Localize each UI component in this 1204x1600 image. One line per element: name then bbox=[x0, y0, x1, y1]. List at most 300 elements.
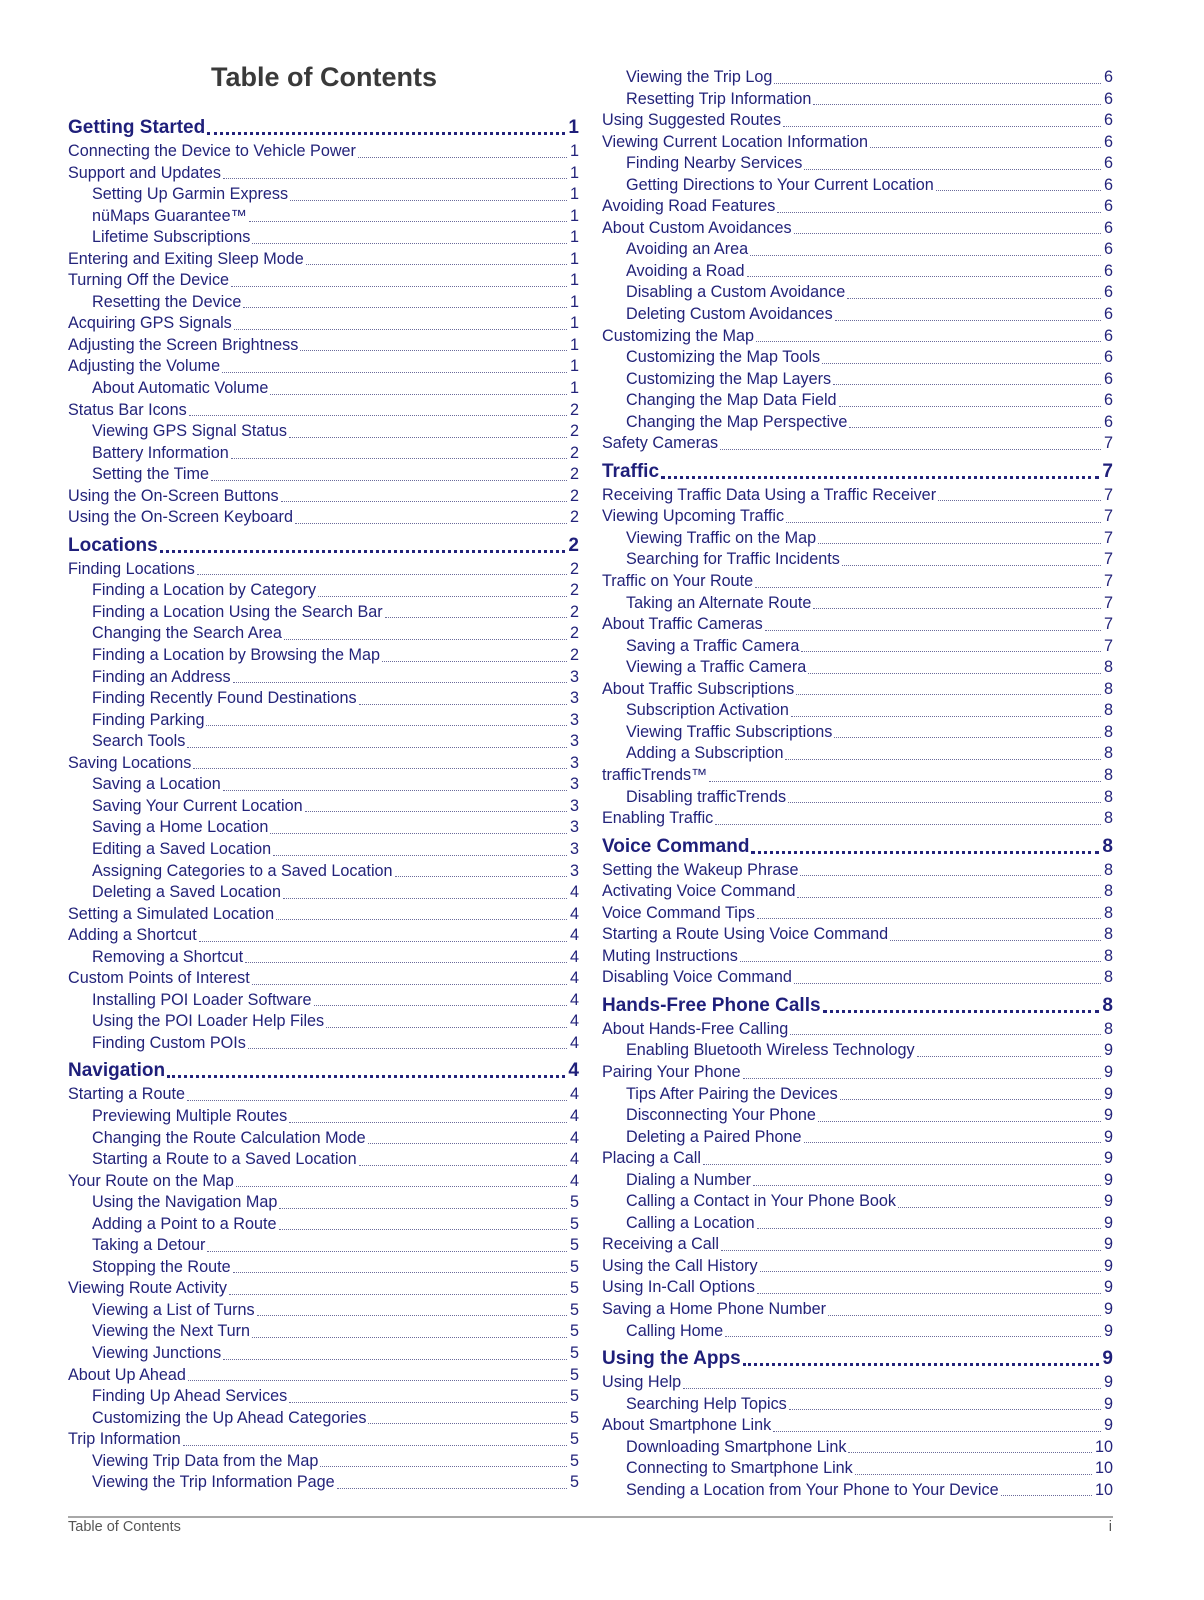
toc-entry-page-number: 9 bbox=[1103, 1127, 1113, 1146]
toc-subsection-link[interactable] bbox=[602, 1191, 1113, 1213]
toc-section-link[interactable] bbox=[602, 1256, 1113, 1278]
toc-section-link[interactable] bbox=[602, 679, 1113, 701]
toc-entry-title: Changing the Route Calculation Mode bbox=[92, 1128, 366, 1147]
toc-subsection-link[interactable] bbox=[602, 67, 1113, 89]
toc-section-link[interactable] bbox=[602, 1415, 1113, 1437]
toc-section-link[interactable] bbox=[602, 1234, 1113, 1256]
toc-section-link[interactable] bbox=[68, 356, 579, 378]
toc-entry-title: Disconnecting Your Phone bbox=[626, 1106, 816, 1125]
toc-entry-title: Finding Custom POIs bbox=[92, 1033, 246, 1052]
toc-entry-page-number: 5 bbox=[569, 1365, 579, 1384]
toc-subsection-link[interactable] bbox=[68, 184, 579, 206]
toc-subsection-link[interactable] bbox=[68, 1386, 579, 1408]
dot-leader bbox=[160, 550, 566, 553]
dot-leader bbox=[747, 276, 1101, 277]
toc-subsection-link[interactable] bbox=[602, 261, 1113, 283]
toc-subsection-link[interactable] bbox=[602, 1458, 1113, 1480]
dot-leader bbox=[231, 458, 567, 459]
dot-leader bbox=[789, 1409, 1101, 1410]
dot-leader bbox=[839, 406, 1101, 407]
dot-leader bbox=[760, 1271, 1101, 1272]
toc-section-link[interactable] bbox=[602, 808, 1113, 830]
toc-subsection-link[interactable] bbox=[602, 1213, 1113, 1235]
toc-entry-title: Viewing Junctions bbox=[92, 1343, 222, 1362]
toc-section-link[interactable] bbox=[602, 967, 1113, 989]
toc-section-link[interactable] bbox=[68, 1278, 579, 1300]
toc-entry-title: About Up Ahead bbox=[68, 1365, 186, 1384]
toc-entry-title: Viewing GPS Signal Status bbox=[92, 422, 287, 441]
toc-section-link[interactable] bbox=[602, 1372, 1113, 1394]
toc-entry-page-number: 1 bbox=[569, 379, 579, 398]
toc-subsection-link[interactable] bbox=[68, 1235, 579, 1257]
toc-entry-page-number: 9 bbox=[1103, 1278, 1113, 1297]
toc-subsection-link[interactable] bbox=[602, 657, 1113, 679]
toc-section-link[interactable] bbox=[68, 904, 579, 926]
toc-entry-page-number: 9 bbox=[1103, 1321, 1113, 1340]
toc-section-link[interactable] bbox=[68, 507, 579, 529]
toc-subsection-link[interactable] bbox=[602, 593, 1113, 615]
toc-entry-title: Finding Locations bbox=[68, 559, 195, 578]
toc-entry-title: Adjusting the Screen Brightness bbox=[68, 335, 299, 354]
dot-leader bbox=[276, 919, 567, 920]
toc-subsection-link[interactable] bbox=[68, 645, 579, 667]
toc-entry-page-number: 4 bbox=[569, 1106, 579, 1125]
toc-entry-page-number: 8 bbox=[1103, 679, 1113, 698]
toc-entry-title: Viewing the Trip Information Page bbox=[92, 1473, 335, 1492]
toc-section-link[interactable] bbox=[602, 485, 1113, 507]
toc-entry-page-number: 1 bbox=[569, 249, 579, 268]
toc-entry-title: Sending a Location from Your Phone to Your Device bbox=[626, 1480, 999, 1499]
toc-section-link[interactable] bbox=[602, 132, 1113, 154]
toc-entry-title: Lifetime Subscriptions bbox=[92, 228, 251, 247]
toc-entry-page-number: 6 bbox=[1103, 111, 1113, 130]
toc-entry-title: Battery Information bbox=[92, 443, 229, 462]
toc-subsection-link[interactable] bbox=[602, 787, 1113, 809]
toc-subsection-link[interactable] bbox=[68, 443, 579, 465]
dot-leader bbox=[1001, 1495, 1092, 1496]
toc-section-link[interactable] bbox=[68, 163, 579, 185]
toc-entry-page-number: 2 bbox=[569, 400, 579, 419]
toc-subsection-link[interactable] bbox=[602, 153, 1113, 175]
dot-leader bbox=[813, 608, 1101, 609]
toc-entry-title: Activating Voice Command bbox=[602, 882, 796, 901]
toc-section-link[interactable] bbox=[602, 506, 1113, 528]
dot-leader bbox=[777, 212, 1101, 213]
toc-subsection-link[interactable] bbox=[602, 239, 1113, 261]
toc-subsection-link[interactable] bbox=[68, 947, 579, 969]
toc-entry-title: Adding a Subscription bbox=[626, 744, 784, 763]
toc-chapter-link[interactable] bbox=[602, 459, 1113, 485]
toc-subsection-link[interactable] bbox=[602, 412, 1113, 434]
dot-leader bbox=[279, 1208, 567, 1209]
toc-entry-page-number: 3 bbox=[569, 689, 579, 708]
toc-entry-page-number: 6 bbox=[1103, 261, 1113, 280]
toc-section-link[interactable] bbox=[602, 218, 1113, 240]
toc-entry-title: Entering and Exiting Sleep Mode bbox=[68, 249, 304, 268]
toc-subsection-link[interactable] bbox=[68, 796, 579, 818]
toc-section-link[interactable] bbox=[68, 313, 579, 335]
toc-subsection-link[interactable] bbox=[68, 1408, 579, 1430]
toc-entry-page-number: 9 bbox=[1103, 1416, 1113, 1435]
toc-entry-page-number: 5 bbox=[569, 1473, 579, 1492]
toc-entry-page-number: 1 bbox=[568, 117, 579, 138]
toc-section-link[interactable] bbox=[602, 860, 1113, 882]
toc-section-link[interactable] bbox=[602, 110, 1113, 132]
dot-leader bbox=[270, 833, 567, 834]
toc-entry-title: Viewing Current Location Information bbox=[602, 132, 869, 151]
dot-leader bbox=[847, 298, 1101, 299]
toc-entry-page-number: 5 bbox=[569, 1236, 579, 1255]
toc-entry-page-number: 5 bbox=[569, 1193, 579, 1212]
dot-leader bbox=[804, 1142, 1101, 1143]
dot-leader bbox=[725, 1336, 1101, 1337]
toc-entry-page-number: 1 bbox=[569, 271, 579, 290]
toc-section-link[interactable] bbox=[68, 249, 579, 271]
toc-section-link[interactable] bbox=[68, 968, 579, 990]
toc-entry-page-number: 7 bbox=[1103, 636, 1113, 655]
toc-entry-page-number: 6 bbox=[1103, 89, 1113, 108]
toc-entry-page-number: 2 bbox=[569, 646, 579, 665]
toc-entry-title: Tips After Pairing the Devices bbox=[626, 1084, 838, 1103]
toc-subsection-link[interactable] bbox=[602, 722, 1113, 744]
toc-section-link[interactable] bbox=[602, 946, 1113, 968]
toc-subsection-link[interactable] bbox=[602, 1127, 1113, 1149]
toc-entry-page-number: 2 bbox=[569, 581, 579, 600]
toc-subsection-link[interactable] bbox=[602, 1394, 1113, 1416]
dot-leader bbox=[252, 984, 567, 985]
toc-subsection-link[interactable] bbox=[68, 1472, 579, 1494]
toc-subsection-link[interactable] bbox=[602, 1321, 1113, 1343]
toc-subsection-link[interactable] bbox=[602, 549, 1113, 571]
dot-leader bbox=[755, 587, 1101, 588]
toc-section-link[interactable] bbox=[602, 571, 1113, 593]
toc-entry-title: Starting a Route bbox=[68, 1085, 185, 1104]
toc-entry-title: Pairing Your Phone bbox=[602, 1062, 741, 1081]
toc-entry-title: Avoiding Road Features bbox=[602, 197, 776, 216]
toc-subsection-link[interactable] bbox=[68, 710, 579, 732]
dot-leader bbox=[318, 596, 567, 597]
toc-entry-page-number: 4 bbox=[569, 904, 579, 923]
toc-subsection-link[interactable] bbox=[68, 464, 579, 486]
toc-subsection-link[interactable] bbox=[68, 688, 579, 710]
toc-subsection-link[interactable] bbox=[68, 1214, 579, 1236]
toc-subsection-link[interactable] bbox=[602, 636, 1113, 658]
toc-section-link[interactable] bbox=[602, 765, 1113, 787]
toc-chapter-link[interactable] bbox=[602, 1346, 1113, 1372]
toc-entry-title: Status Bar Icons bbox=[68, 400, 187, 419]
dot-leader bbox=[245, 962, 567, 963]
toc-chapter-link[interactable] bbox=[68, 115, 579, 141]
toc-section-link[interactable] bbox=[68, 1429, 579, 1451]
toc-section-link[interactable] bbox=[602, 1062, 1113, 1084]
dot-leader bbox=[295, 523, 567, 524]
toc-subsection-link[interactable] bbox=[68, 1106, 579, 1128]
toc-entry-title: Viewing a Traffic Camera bbox=[626, 658, 807, 677]
toc-entry-page-number: 7 bbox=[1103, 507, 1113, 526]
toc-entry-title: About Traffic Subscriptions bbox=[602, 679, 795, 698]
toc-subsection-link[interactable] bbox=[68, 623, 579, 645]
toc-section-link[interactable] bbox=[68, 400, 579, 422]
dot-leader bbox=[709, 781, 1101, 782]
toc-subsection-link[interactable] bbox=[602, 282, 1113, 304]
toc-entry-page-number: 4 bbox=[569, 1012, 579, 1031]
dot-leader bbox=[257, 1315, 567, 1316]
dot-leader bbox=[187, 747, 567, 748]
toc-entry-page-number: 7 bbox=[1103, 572, 1113, 591]
toc-section-link[interactable] bbox=[68, 925, 579, 947]
toc-entry-page-number: 3 bbox=[569, 732, 579, 751]
dot-leader bbox=[753, 1185, 1101, 1186]
toc-section-link[interactable] bbox=[602, 1019, 1113, 1041]
toc-entry-page-number: 4 bbox=[569, 1150, 579, 1169]
toc-entry-title: Receiving Traffic Data Using a Traffic Receiver bbox=[602, 485, 937, 504]
toc-subsection-link[interactable] bbox=[602, 347, 1113, 369]
dot-leader bbox=[898, 1207, 1101, 1208]
dot-leader bbox=[936, 190, 1101, 191]
toc-subsection-link[interactable] bbox=[602, 390, 1113, 412]
dot-leader bbox=[756, 341, 1101, 342]
dot-leader bbox=[797, 897, 1101, 898]
toc-entry-page-number: 6 bbox=[1103, 326, 1113, 345]
dot-leader bbox=[252, 1337, 567, 1338]
toc-entry-page-number: 3 bbox=[569, 818, 579, 837]
dot-leader bbox=[243, 307, 567, 308]
toc-subsection-link[interactable] bbox=[602, 1437, 1113, 1459]
toc-entry-title: Using In-Call Options bbox=[602, 1278, 755, 1297]
toc-entry-title: Changing the Map Perspective bbox=[626, 412, 848, 431]
toc-entry-page-number: 9 bbox=[1103, 1373, 1113, 1392]
toc-subsection-link[interactable] bbox=[602, 1105, 1113, 1127]
toc-entry-title: Support and Updates bbox=[68, 163, 221, 182]
toc-section-link[interactable] bbox=[602, 614, 1113, 636]
toc-section-link[interactable] bbox=[602, 433, 1113, 455]
toc-entry-page-number: 4 bbox=[569, 1085, 579, 1104]
dot-leader bbox=[382, 661, 567, 662]
toc-entry-title: Receiving a Call bbox=[602, 1235, 719, 1254]
toc-entry-page-number: 5 bbox=[569, 1214, 579, 1233]
toc-entry-page-number: 6 bbox=[1103, 283, 1113, 302]
toc-subsection-link[interactable] bbox=[68, 882, 579, 904]
toc-entry-page-number: 10 bbox=[1094, 1480, 1113, 1499]
toc-section-link[interactable] bbox=[602, 924, 1113, 946]
dot-leader bbox=[791, 716, 1101, 717]
toc-subsection-link[interactable] bbox=[68, 861, 579, 883]
toc-subsection-link[interactable] bbox=[68, 774, 579, 796]
dot-leader bbox=[773, 1431, 1101, 1432]
toc-section-link[interactable] bbox=[68, 753, 579, 775]
toc-subsection-link[interactable] bbox=[68, 1128, 579, 1150]
dot-leader bbox=[833, 384, 1101, 385]
toc-entry-page-number: 7 bbox=[1103, 528, 1113, 547]
dot-leader bbox=[794, 983, 1101, 984]
dot-leader bbox=[359, 704, 567, 705]
toc-entry-title: Muting Instructions bbox=[602, 946, 738, 965]
dot-leader bbox=[306, 264, 567, 265]
toc-entry-title: Finding an Address bbox=[92, 667, 231, 686]
toc-subsection-link[interactable] bbox=[602, 528, 1113, 550]
toc-section-link[interactable] bbox=[602, 1277, 1113, 1299]
toc-entry-title: Customizing the Up Ahead Categories bbox=[92, 1408, 367, 1427]
toc-subsection-link[interactable] bbox=[602, 700, 1113, 722]
toc-section-link[interactable] bbox=[68, 1171, 579, 1193]
toc-entry-title: Traffic on Your Route bbox=[602, 572, 754, 591]
toc-entry-title: Using Suggested Routes bbox=[602, 111, 782, 130]
toc-entry-page-number: 9 bbox=[1103, 1106, 1113, 1125]
toc-subsection-link[interactable] bbox=[602, 1084, 1113, 1106]
toc-entry-page-number: 5 bbox=[569, 1322, 579, 1341]
toc-entry-page-number: 2 bbox=[569, 559, 579, 578]
toc-section-link[interactable] bbox=[602, 326, 1113, 348]
toc-entry-title: Starting a Route to a Saved Location bbox=[92, 1150, 357, 1169]
toc-chapter-link[interactable] bbox=[68, 533, 579, 559]
toc-section-link[interactable] bbox=[602, 1148, 1113, 1170]
dot-leader bbox=[703, 1164, 1101, 1165]
toc-section-link[interactable] bbox=[602, 196, 1113, 218]
toc-section-link[interactable] bbox=[68, 1365, 579, 1387]
toc-entry-title: Disabling Voice Command bbox=[602, 968, 792, 987]
toc-entry-title: Starting a Route Using Voice Command bbox=[602, 925, 889, 944]
dot-leader bbox=[834, 737, 1101, 738]
dot-leader bbox=[800, 875, 1101, 876]
toc-entry-title: Finding Recently Found Destinations bbox=[92, 689, 357, 708]
toc-entry-title: Adding a Shortcut bbox=[68, 926, 197, 945]
dot-leader bbox=[774, 83, 1101, 84]
toc-entry-page-number: 3 bbox=[569, 775, 579, 794]
toc-chapter-link[interactable] bbox=[602, 993, 1113, 1019]
toc-subsection-link[interactable] bbox=[68, 817, 579, 839]
dot-leader bbox=[337, 1488, 567, 1489]
toc-section-link[interactable] bbox=[602, 881, 1113, 903]
dot-leader bbox=[359, 1165, 567, 1166]
dot-leader bbox=[289, 1402, 567, 1403]
toc-entry-title: Getting Started bbox=[68, 117, 206, 138]
toc-subsection-link[interactable] bbox=[68, 1321, 579, 1343]
toc-subsection-link[interactable] bbox=[68, 378, 579, 400]
toc-entry-title: Viewing Trip Data from the Map bbox=[92, 1451, 319, 1470]
dot-leader bbox=[231, 286, 567, 287]
toc-entry-title: About Smartphone Link bbox=[602, 1416, 772, 1435]
dot-leader bbox=[721, 1250, 1101, 1251]
toc-subsection-link[interactable] bbox=[68, 839, 579, 861]
toc-entry-page-number: 9 bbox=[1103, 1394, 1113, 1413]
toc-section-link[interactable] bbox=[68, 486, 579, 508]
toc-chapter-link[interactable] bbox=[68, 1058, 579, 1084]
toc-section-link[interactable] bbox=[602, 1299, 1113, 1321]
toc-entry-page-number: 3 bbox=[569, 753, 579, 772]
toc-subsection-link[interactable] bbox=[68, 1149, 579, 1171]
toc-subsection-link[interactable] bbox=[68, 1343, 579, 1365]
dot-leader bbox=[786, 522, 1101, 523]
toc-entry-page-number: 8 bbox=[1103, 946, 1113, 965]
toc-subsection-link[interactable] bbox=[68, 990, 579, 1012]
dot-leader bbox=[189, 415, 567, 416]
toc-entry-title: Voice Command bbox=[602, 835, 750, 857]
toc-entry-page-number: 2 bbox=[569, 624, 579, 643]
toc-entry-title: Search Tools bbox=[92, 732, 186, 751]
toc-entry-title: Using the Navigation Map bbox=[92, 1193, 278, 1212]
dot-leader bbox=[743, 1363, 1100, 1366]
toc-entry-title: Calling a Location bbox=[626, 1213, 755, 1232]
toc-subsection-link[interactable] bbox=[602, 175, 1113, 197]
toc-subsection-link[interactable] bbox=[68, 1011, 579, 1033]
toc-entry-page-number: 6 bbox=[1103, 218, 1113, 237]
toc-entry-title: Finding a Location Using the Search Bar bbox=[92, 602, 383, 621]
toc-entry-page-number: 5 bbox=[569, 1451, 579, 1470]
toc-entry-title: Setting the Time bbox=[92, 465, 209, 484]
toc-subsection-link[interactable] bbox=[602, 304, 1113, 326]
toc-subsection-link[interactable] bbox=[602, 1480, 1113, 1502]
toc-subsection-link[interactable] bbox=[68, 1451, 579, 1473]
toc-entry-title: Finding Up Ahead Services bbox=[92, 1387, 288, 1406]
toc-subsection-link[interactable] bbox=[602, 369, 1113, 391]
dot-leader bbox=[270, 394, 567, 395]
toc-entry-title: Setting a Simulated Location bbox=[68, 904, 275, 923]
toc-entry-title: Navigation bbox=[68, 1060, 166, 1082]
toc-entry-page-number: 4 bbox=[569, 1128, 579, 1147]
dot-leader bbox=[870, 147, 1101, 148]
toc-section-link[interactable] bbox=[68, 1084, 579, 1106]
dot-leader bbox=[305, 811, 567, 812]
dot-leader bbox=[358, 157, 567, 158]
toc-entry-page-number: 2 bbox=[569, 508, 579, 527]
dot-leader bbox=[206, 725, 567, 726]
toc-subsection-link[interactable] bbox=[602, 89, 1113, 111]
toc-subsection-link[interactable] bbox=[68, 292, 579, 314]
toc-entry-title: Turning Off the Device bbox=[68, 271, 230, 290]
toc-entry-page-number: 8 bbox=[1103, 903, 1113, 922]
dot-leader bbox=[273, 855, 567, 856]
dot-leader bbox=[314, 1005, 567, 1006]
toc-subsection-link[interactable] bbox=[68, 206, 579, 228]
toc-section-link[interactable] bbox=[602, 903, 1113, 925]
toc-entry-page-number: 8 bbox=[1103, 787, 1113, 806]
toc-entry-title: Viewing the Next Turn bbox=[92, 1322, 251, 1341]
toc-entry-title: Saving Your Current Location bbox=[92, 796, 303, 815]
toc-section-link[interactable] bbox=[68, 141, 579, 163]
toc-entry-page-number: 7 bbox=[1103, 615, 1113, 634]
toc-section-link[interactable] bbox=[68, 270, 579, 292]
toc-entry-title: Deleting a Saved Location bbox=[92, 883, 281, 902]
toc-subsection-link[interactable] bbox=[68, 421, 579, 443]
toc-subsection-link[interactable] bbox=[68, 1192, 579, 1214]
toc-entry-title: Viewing Route Activity bbox=[68, 1279, 227, 1298]
toc-subsection-link[interactable] bbox=[68, 1033, 579, 1055]
toc-entry-title: Saving a Home Location bbox=[92, 818, 269, 837]
dot-leader bbox=[222, 372, 567, 373]
page-title: Table of Contents bbox=[211, 62, 437, 92]
toc-subsection-link[interactable] bbox=[68, 227, 579, 249]
toc-subsection-link[interactable] bbox=[68, 1300, 579, 1322]
toc-entry-title: Avoiding an Area bbox=[626, 240, 749, 259]
dot-leader bbox=[790, 1034, 1101, 1035]
toc-entry-title: Finding a Location by Browsing the Map bbox=[92, 646, 380, 665]
toc-subsection-link[interactable] bbox=[602, 1170, 1113, 1192]
toc-entry-page-number: 8 bbox=[1102, 994, 1113, 1016]
toc-subsection-link[interactable] bbox=[602, 1040, 1113, 1062]
toc-subsection-link[interactable] bbox=[68, 731, 579, 753]
toc-subsection-link[interactable] bbox=[68, 602, 579, 624]
toc-section-link[interactable] bbox=[68, 559, 579, 581]
toc-subsection-link[interactable] bbox=[68, 1257, 579, 1279]
toc-section-link[interactable] bbox=[68, 335, 579, 357]
toc-subsection-link[interactable] bbox=[602, 743, 1113, 765]
toc-entry-title: Calling Home bbox=[626, 1321, 724, 1340]
toc-chapter-link[interactable] bbox=[602, 834, 1113, 860]
dot-leader bbox=[289, 437, 567, 438]
toc-entry-title: Installing POI Loader Software bbox=[92, 990, 312, 1009]
toc-subsection-link[interactable] bbox=[68, 580, 579, 602]
toc-subsection-link[interactable] bbox=[68, 667, 579, 689]
